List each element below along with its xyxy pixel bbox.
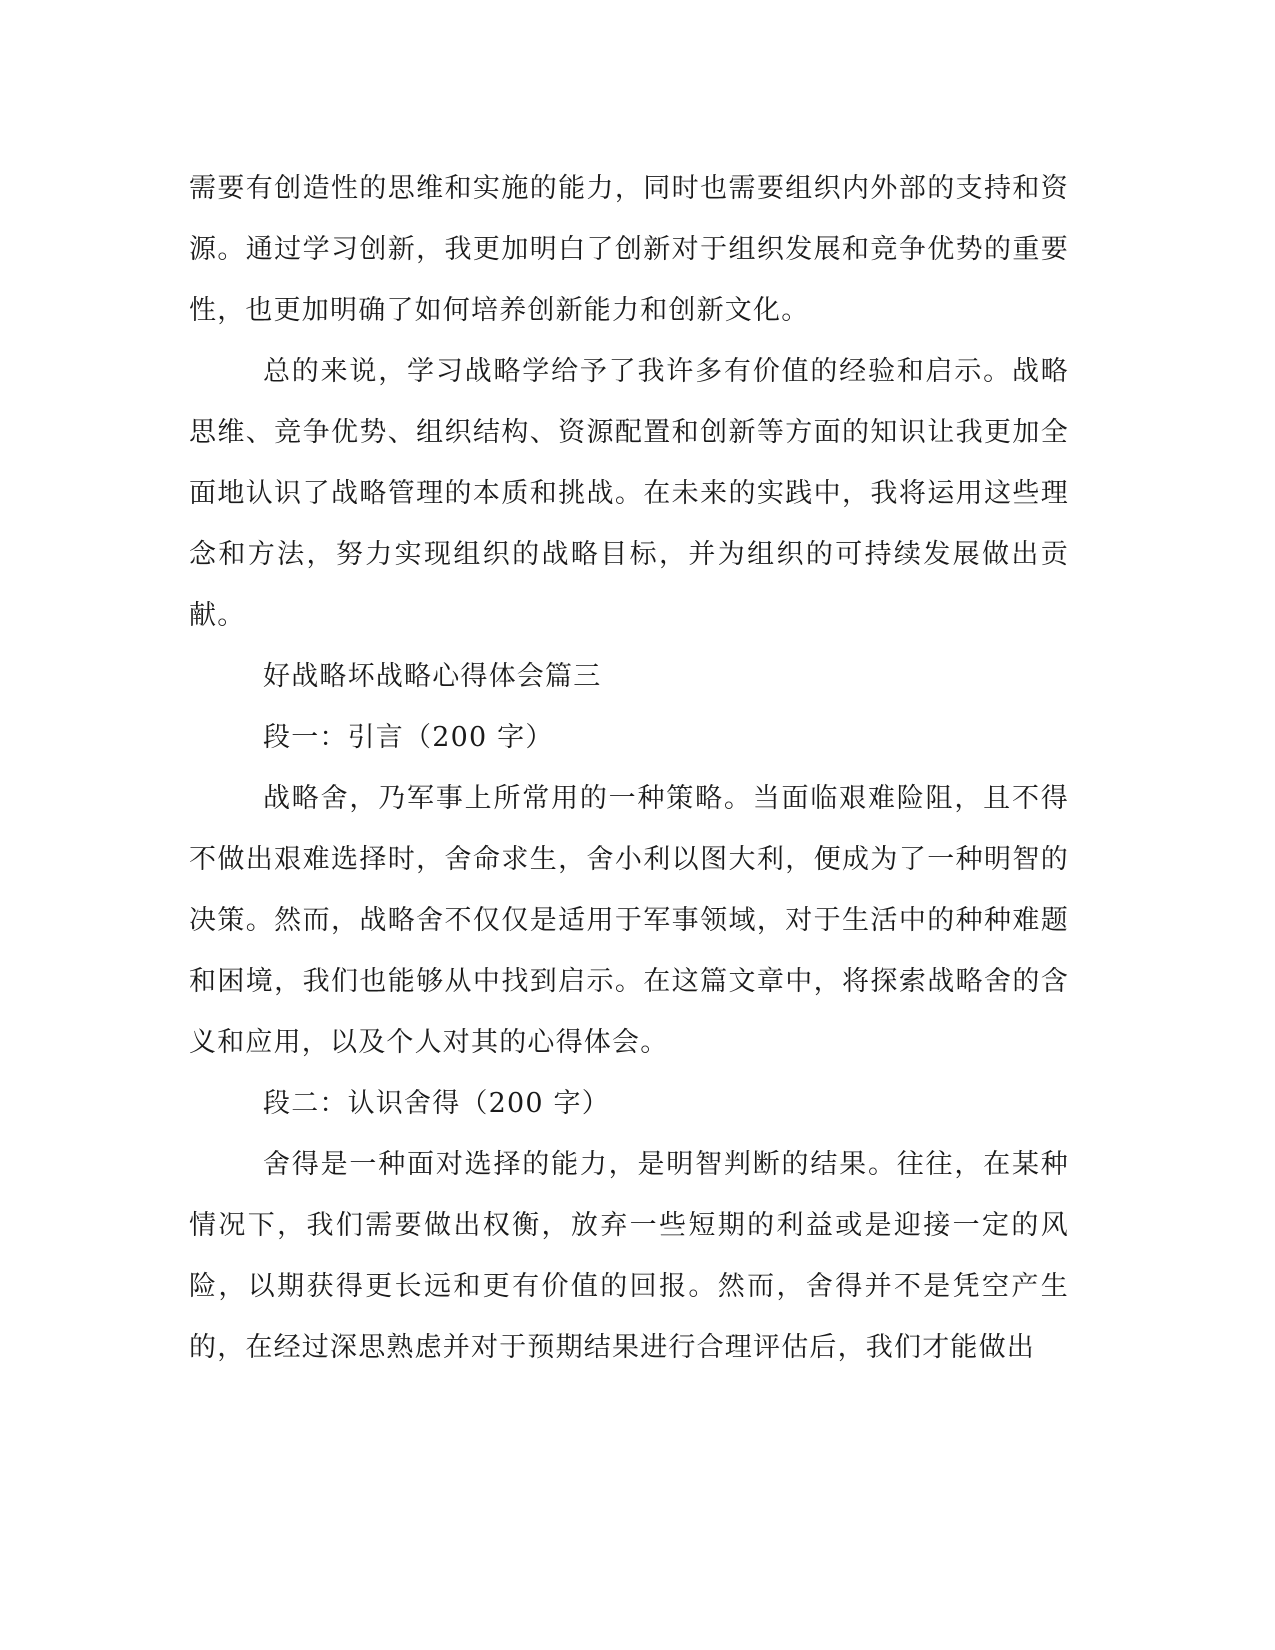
document-body (189, 158, 1069, 1378)
section-heading-intro: 段一：引言（200 字） (263, 722, 554, 753)
section-heading-understanding: 段二：认识舍得（200 字） (263, 1088, 610, 1119)
paragraph-summary: 总的来说，学习战略学给予了我许多有价值的经验和启示。战略思维、竞争优势、组织结构、资源配置和创新等方面的知识让我更加全面地认识了战略管理的本质和挑战。在未来的实践中，我将运用这些理念和方法，努力实现组织的战略目标，并为组织的可持续发展做出贡献。 (189, 356, 1069, 631)
paragraph-understanding: 舍得是一种面对选择的能力，是明智判断的结果。往往，在某种情况下，我们需要做出权衡，放弃一些短期的利益或是迎接一定的风险，以期获得更长远和更有价值的回报。然而，舍得并不是凭空产生的，在经过深思熟虑并对于预期结果进行合理评估后，我们才能做出 (189, 1149, 1069, 1363)
section-title: 好战略坏战略心得体会篇三 (263, 661, 602, 692)
paragraph-intro: 战略舍，乃军事上所常用的一种策略。当面临艰难险阻，且不得不做出艰难选择时，舍命求生，舍小利以图大利，便成为了一种明智的决策。然而，战略舍不仅仅是适用于军事领域，对于生活中的种种难题和困境，我们也能够从中找到启示。在这篇文章中，将探索战略舍的含义和应用，以及个人对其的心得体会。 (189, 783, 1069, 1058)
paragraph-innovation-conclusion: 需要有创造性的思维和实施的能力，同时也需要组织内外部的支持和资源。通过学习创新，我更加明白了创新对于组织发展和竞争优势的重要性，也更加明确了如何培养创新能力和创新文化。 (189, 173, 1069, 326)
